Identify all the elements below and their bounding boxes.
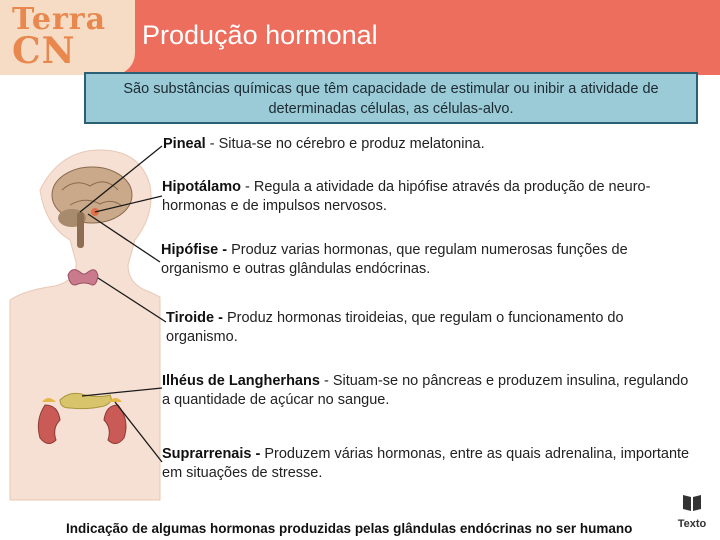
gland-description: Produzem várias hormonas, entre as quais adrenalina, importante em situações de stresse. [162,446,690,481]
logo-line1: Terra [12,2,107,37]
gland-description: Produz hormonas tiroideias, que regulam o funcionamento do organismo. [166,310,624,345]
page-title: Produção hormonal [142,20,378,50]
gland-name: Tiroide - [166,310,223,326]
gland-item-pineal [163,135,703,154]
gland-description: Situa-se no cérebro e produz melatonina. [218,136,485,152]
gland-description: Produz varias hormonas, que regulam numerosas funções de organismo e outras glândulas endócrinas. [161,242,628,277]
publisher-name: Texto [677,518,707,530]
gland-name: Hipófise - [161,242,228,258]
gland-separator: - [240,179,254,195]
gland-item-adrenals [162,445,692,483]
gland-item-langerhans [162,372,692,410]
gland-separator: - [319,373,333,389]
definition-box: São substâncias químicas que têm capacidade de estimular ou inibir a atividade de determinadas células, as células-alvo. [84,72,698,124]
gland-description: Situam-se no pâncreas e produzem insulina, regulando a quantidade de açúcar no sangue. [162,373,689,408]
gland-name: Hipotálamo [162,179,241,195]
brainstem [77,212,84,248]
gland-item-hypothalamus [162,178,707,216]
book-icon [681,493,703,513]
gland-item-hypophysis [161,241,691,279]
gland-name: Suprarrenais - [162,446,261,462]
figure-caption: Indicação de algumas hormonas produzidas pelas glândulas endócrinas no ser humano [66,521,633,536]
gland-description: Regula a atividade da hipófise através da produção de neuro-hormonas e de impulsos nervosos. [162,179,651,214]
texto-publisher-logo [670,493,714,530]
gland-name: Ilhéus de Langherhans [162,373,320,389]
gland-name: Pineal [163,136,206,152]
gland-separator: - [205,136,219,152]
logo-line2: CN [12,30,76,72]
gland-item-thyroid [166,309,696,347]
